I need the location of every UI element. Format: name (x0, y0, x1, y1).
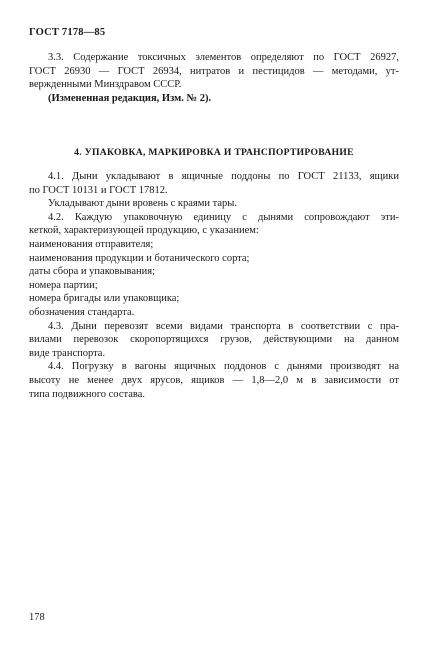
clause-3-3 (29, 51, 399, 105)
clause-4-1-line-3: Укладывают дыни вровень с краями тары. (48, 198, 237, 210)
section-4-body (29, 170, 399, 401)
section-4-title: 4. УПАКОВКА, МАРКИРОВКА И ТРАНСПОРТИРОВАНИЕ (74, 147, 354, 158)
list-item: номера партии; (29, 279, 98, 291)
clause-4-1-line-2: по ГОСТ 10131 и ГОСТ 17812. (29, 184, 168, 196)
clause-4-4-line-1: 4.4. Погрузку в вагоны ящичных поддонов с дынями производят на (48, 361, 399, 373)
clause-4-3-line-2: вилами перевозок скоропортящихся грузов, действующими на данном (29, 334, 399, 346)
clause-3-3-line-3: вержденными Минздравом СССР. (29, 79, 182, 91)
amendment-note: (Измененная редакция, Изм. № 2). (48, 92, 212, 104)
clause-3-3-line-2: ГОСТ 26930 — ГОСТ 26934, нитратов и пестицидов — методами, ут- (29, 65, 399, 77)
list-item: номера бригады или упаковщика; (29, 293, 180, 305)
clause-4-3-line-3: виде транспорта. (29, 347, 106, 359)
clause-4-3-line-1: 4.3. Дыни перевозят всеми видами транспорта в соответствии с пра- (48, 320, 399, 332)
clause-4-1-line-1: 4.1. Дыни укладывают в ящичные поддоны по ГОСТ 21133, ящики (48, 171, 399, 182)
clause-4-2-line-1: 4.2. Каждую упаковочную единицу с дынями сопровождают эти- (48, 211, 399, 223)
list-item: обозначения стандарта. (29, 306, 135, 318)
list-item: наименования отправителя; (29, 238, 154, 250)
clause-4-4-line-2: высоту не менее двух ярусов, ящиков — 1,8—2,0 м в зависимости от (29, 374, 399, 386)
running-header: ГОСТ 7178—85 (29, 27, 106, 38)
clause-3-3-line-1: 3.3. Содержание токсичных элементов определяют по ГОСТ 26927, (48, 52, 399, 63)
list-item: даты сбора и упаковывания; (29, 266, 155, 278)
clause-4-2-line-2: кеткой, характеризующей продукцию, с указанием: (29, 225, 259, 237)
list-item: наименования продукции и ботанического сорта; (29, 252, 250, 264)
clause-4-4-line-3: типа подвижного состава. (29, 388, 145, 400)
page-number: 178 (29, 612, 45, 623)
